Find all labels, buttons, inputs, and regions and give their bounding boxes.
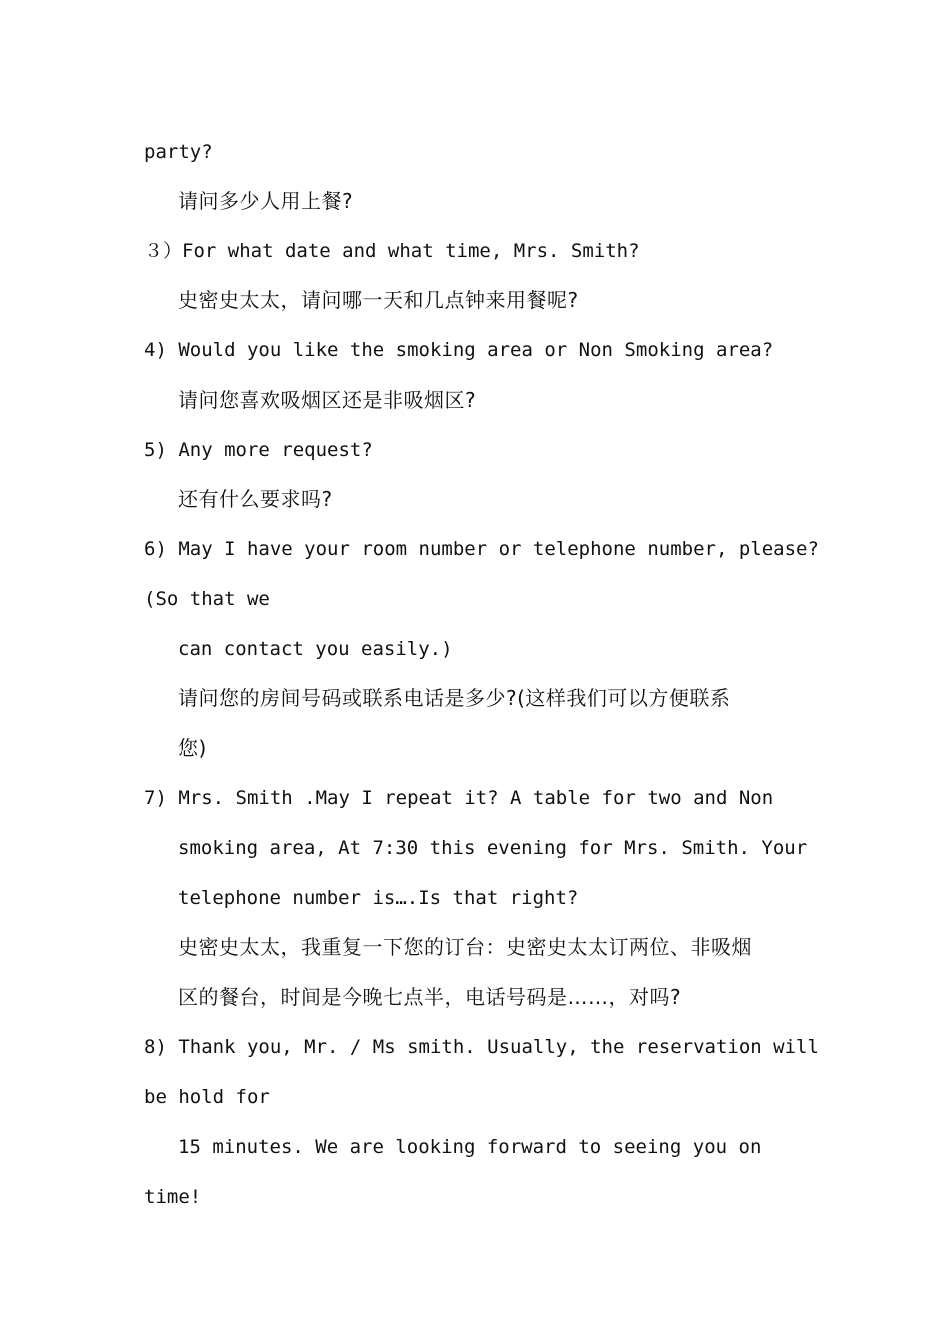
text-line: party? — [144, 141, 213, 163]
text-line: telephone number is….Is that right? — [178, 887, 579, 909]
text-line: 6) May I have your room number or telephone number, please? — [144, 538, 819, 560]
text-line: can contact you easily.) — [178, 638, 453, 660]
text-line: 区的餐台，时间是今晚七点半，电话号码是……，对吗? — [178, 985, 682, 1009]
text-line: 15 minutes. We are looking forward to seeing you on — [178, 1136, 762, 1158]
text-line: 请问多少人用上餐? — [178, 189, 354, 213]
text-line: (So that we — [144, 588, 270, 610]
text-line: 7) Mrs. Smith .May I repeat it? A table for two and Non — [144, 787, 774, 809]
text-line: 您) — [178, 736, 207, 760]
text-line: 史密史太太，请问哪一天和几点钟来用餐呢? — [178, 288, 579, 312]
text-line: 还有什么要求吗? — [178, 487, 333, 511]
text-line: 8) Thank you, Mr. / Ms smith. Usually, the reservation will — [144, 1036, 819, 1058]
text-line: smoking area, At 7:30 this evening for Mrs. Smith. Your — [178, 837, 808, 859]
text-line: 请问您的房间号码或联系电话是多少?(这样我们可以方便联系 — [178, 686, 731, 710]
text-line: 史密史太太，我重复一下您的订台：史密史太太订两位、非吸烟 — [178, 935, 752, 959]
text-line: time! — [144, 1186, 202, 1208]
text-line: 5) Any more request? — [144, 439, 373, 461]
text-line: 请问您喜欢吸烟区还是非吸烟区? — [178, 388, 477, 412]
text-line: be hold for — [144, 1086, 270, 1108]
text-line: 4) Would you like the smoking area or Non Smoking area? — [144, 339, 774, 361]
text-line: ３）For what date and what time, Mrs. Smith? — [144, 240, 640, 262]
